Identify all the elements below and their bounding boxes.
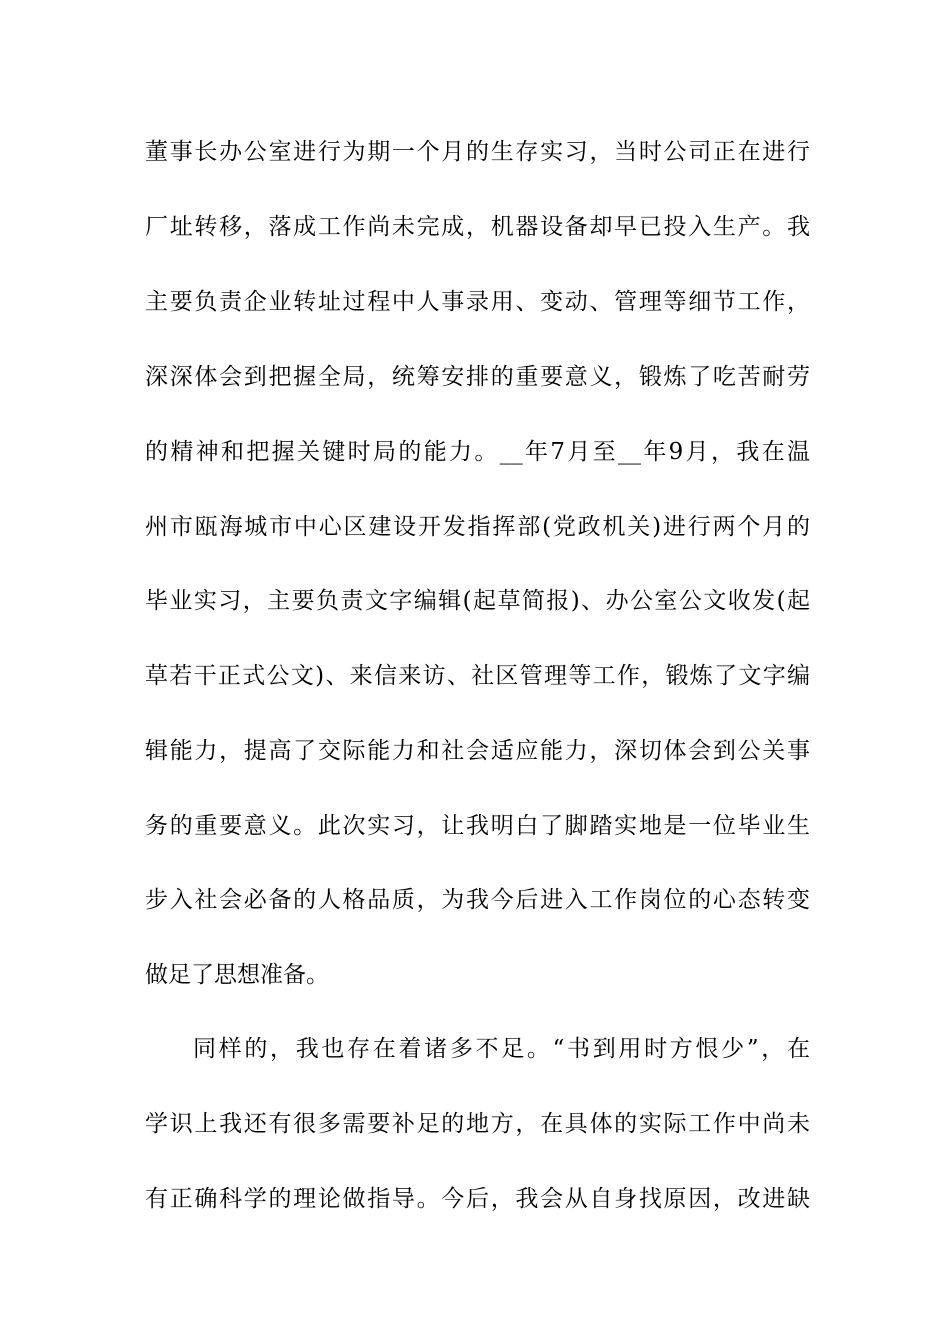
text-line-10: 务的重要意义。此次实习，让我明白了脚踏实地是一位毕业生 bbox=[145, 813, 810, 839]
text-line-12: 做足了思想准备。 bbox=[145, 962, 329, 988]
text-line-15: 有正确科学的理论做指导。今后，我会从自身找原因，改进缺 bbox=[145, 1186, 810, 1212]
text-line-11: 步入社会必备的人格品质，为我今后进入工作岗位的心态转变 bbox=[145, 887, 810, 913]
text-line-8: 草若干正式公文)、来信来访、社区管理等工作，锻炼了文字编 bbox=[145, 663, 810, 689]
text-line-6: 州市瓯海城市中心区建设开发指挥部(党政机关)进行两个月的 bbox=[145, 514, 810, 540]
text-line-4: 深深体会到把握全局，统筹安排的重要意义，锻炼了吃苦耐劳 bbox=[145, 364, 810, 390]
text-line-3: 主要负责企业转址过程中人事录用、变动、管理等细节工作， bbox=[145, 289, 810, 315]
text-line-2: 厂址转移，落成工作尚未完成，机器设备却早已投入生产。我 bbox=[145, 214, 810, 240]
text-line-5: 的精神和把握关键时局的能力。__年7月至__年9月，我在温 bbox=[145, 439, 810, 465]
text-line-7: 毕业实习，主要负责文字编辑(起草简报)、办公室公文收发(起 bbox=[145, 588, 810, 614]
text-line-9: 辑能力，提高了交际能力和社会适应能力，深切体会到公关事 bbox=[145, 738, 810, 764]
text-line-14: 学识上我还有很多需要补足的地方，在具体的实际工作中尚未 bbox=[145, 1111, 810, 1137]
paragraph-start-line: 同样的，我也存在着诸多不足。“书到用时方恨少”，在 bbox=[193, 1036, 810, 1062]
text-line-1: 董事长办公室进行为期一个月的生存实习，当时公司正在进行 bbox=[145, 139, 810, 165]
